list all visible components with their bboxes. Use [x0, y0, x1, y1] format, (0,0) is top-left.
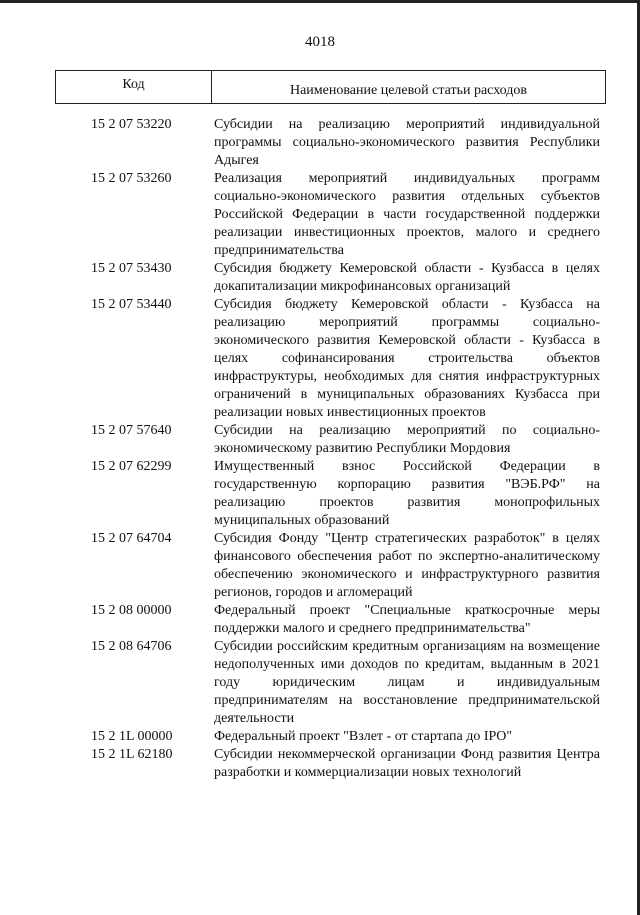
- table-row: [0, 602, 640, 638]
- row-name: Имущественный взнос Российской Федерации в государственную корпорацию развития "ВЭБ.РФ" на реализацию проектов развития монопрофильных муниципальных образований: [214, 459, 600, 528]
- row-code: 15 2 07 53440: [91, 297, 172, 312]
- row-name: Субсидия бюджету Кемеровской области - Кузбасса на реализацию мероприятий программы социально-экономического развития Кемеровской области - Кузбасса в целях софинансирования строительства объектов инфраструктуры, необходимых для снятия инфраструктурных ограничений в муниципальных образованиях Кузбасса при реализации новых инвестиционных проектов: [214, 297, 600, 420]
- header-name: Наименование целевой статьи расходов: [289, 83, 528, 98]
- row-name: Субсидии некоммерческой организации Фонд развития Центра разработки и коммерциализации новых технологий: [214, 747, 600, 780]
- table-body: [0, 116, 640, 782]
- row-code: 15 2 1L 00000: [91, 729, 173, 744]
- row-code: 15 2 07 64704: [91, 531, 172, 546]
- header-code: Код: [56, 71, 212, 103]
- table-row: [0, 458, 640, 530]
- row-name: Федеральный проект "Взлет - от стартапа до IPO": [214, 729, 513, 744]
- row-name: Федеральный проект "Специальные краткосрочные меры поддержки малого и среднего предпринимательства": [214, 603, 600, 636]
- table-row: [0, 260, 640, 296]
- row-code: 15 2 1L 62180: [91, 747, 173, 762]
- page-edge-top: [0, 0, 640, 3]
- table-header: [55, 70, 606, 104]
- row-name: Субсидии на реализацию мероприятий индивидуальной программы социально-экономического развития Республики Адыгея: [214, 117, 600, 168]
- row-name: Субсидии российским кредитным организациям на возмещение недополученных ими доходов по кредитам, выданным в 2021 году юридическим лицам и индивидуальным предпринимателям на восстановление предпринимательской деятельности: [214, 639, 600, 726]
- row-code: 15 2 07 53260: [91, 171, 172, 186]
- row-name: Реализация мероприятий индивидуальных программ социально-экономического развития отдельных субъектов Российской Федерации в части государственной поддержки реализации инвестиционных проектов, малого и среднего предпринимательства: [214, 171, 600, 258]
- table-row: [0, 116, 640, 170]
- row-name: Субсидия Фонду "Центр стратегических разработок" в целях финансового обеспечения работ по экспертно-аналитическому обеспечению экономического и инфраструктурного развития регионов, городов и агломераций: [214, 531, 600, 600]
- row-code: 15 2 07 62299: [91, 459, 172, 474]
- row-name: Субсидия бюджету Кемеровской области - Кузбасса в целях докапитализации микрофинансовых организаций: [214, 261, 600, 294]
- row-code: 15 2 07 53220: [91, 117, 172, 132]
- table-row: [0, 530, 640, 602]
- row-code: 15 2 08 00000: [91, 603, 172, 618]
- table-row: [0, 638, 640, 728]
- row-name: Субсидии на реализацию мероприятий по социально-экономическому развитию Республики Мордовия: [214, 423, 600, 456]
- table-row: [0, 728, 640, 746]
- row-code: 15 2 07 57640: [91, 423, 172, 438]
- page-number: 4018: [305, 34, 335, 50]
- table-row: [0, 296, 640, 422]
- table-row: [0, 170, 640, 260]
- row-code: 15 2 08 64706: [91, 639, 172, 654]
- row-code: 15 2 07 53430: [91, 261, 172, 276]
- table-row: [0, 746, 640, 782]
- table-row: [0, 422, 640, 458]
